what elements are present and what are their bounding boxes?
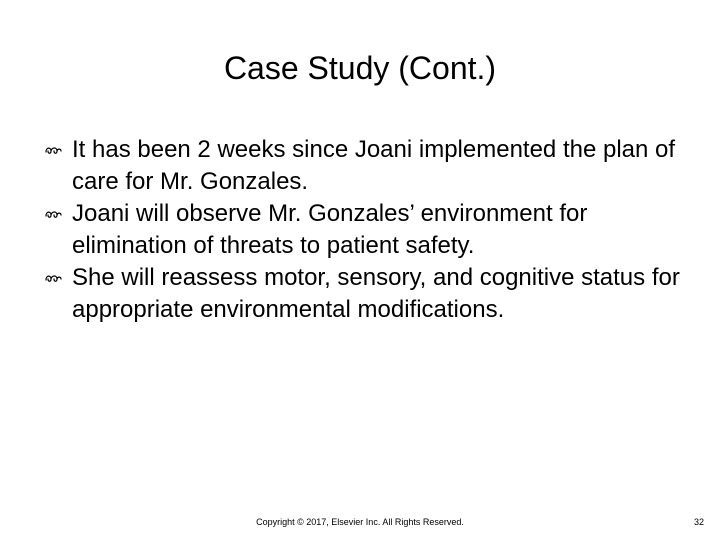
bullet-item — [44, 262, 704, 326]
swirl-bullet-icon — [44, 271, 62, 285]
swirl-bullet-icon — [44, 143, 62, 157]
swirl-bullet-icon — [44, 207, 62, 221]
page-number: 32 — [693, 517, 704, 527]
bullet-text: It has been 2 weeks since Joani implemented the plan of care for Mr. Gonzales. — [72, 136, 676, 195]
bullet-text: She will reassess motor, sensory, and cognitive status for appropriate environmental modifications. — [72, 264, 680, 323]
bullet-list — [44, 134, 704, 326]
bullet-text: Joani will observe Mr. Gonzales’ environment for elimination of threats to patient safety. — [72, 200, 588, 259]
bullet-item — [44, 134, 704, 198]
slide-title: Case Study (Cont.) — [223, 50, 497, 86]
footer-copyright: Copyright © 2017, Elsevier Inc. All Rights Reserved. — [256, 517, 464, 527]
bullet-item — [44, 198, 704, 262]
